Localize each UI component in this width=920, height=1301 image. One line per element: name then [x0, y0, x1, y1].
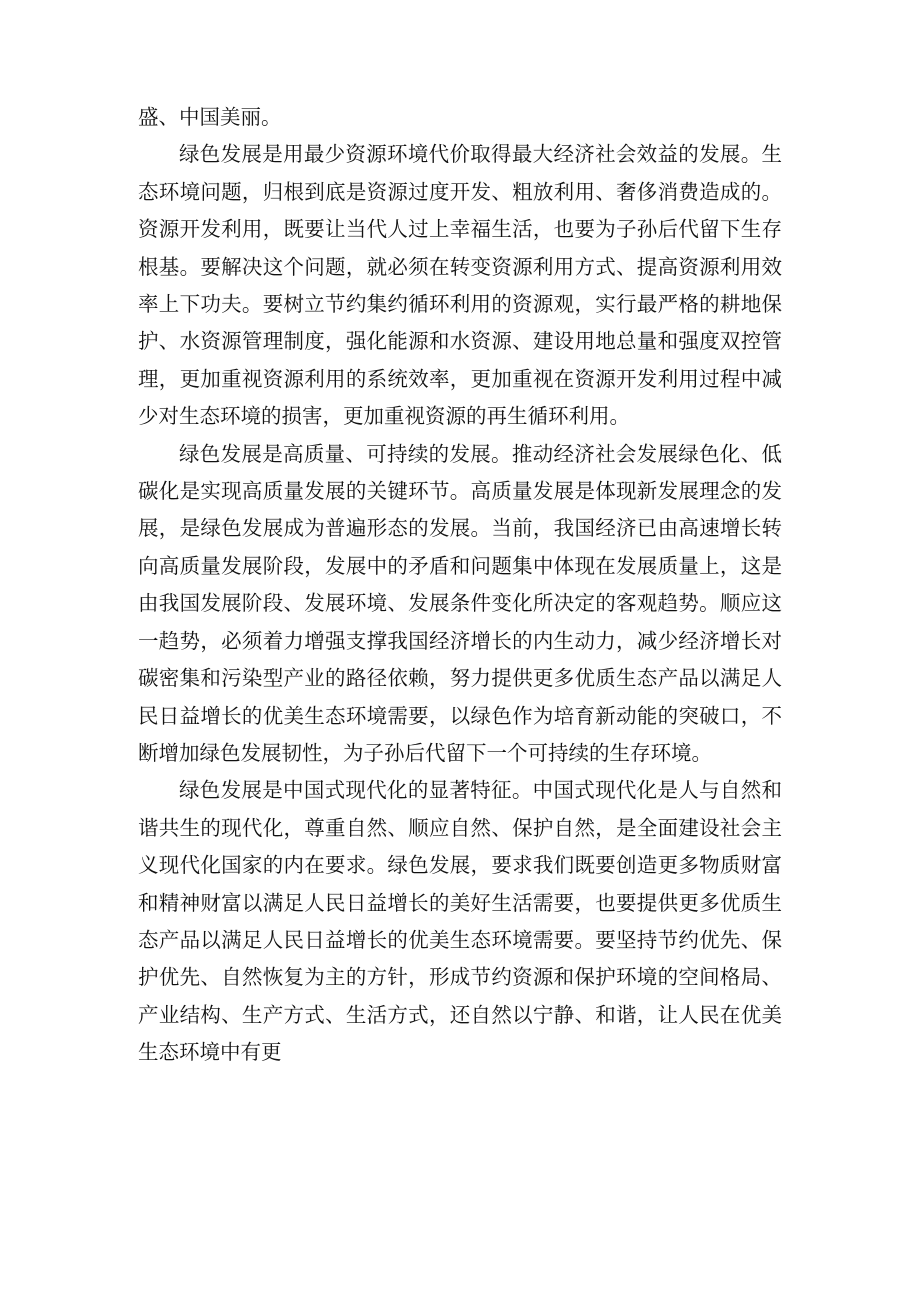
paragraph-continuation: 盛、中国美丽。: [138, 105, 282, 129]
paragraph-chinese-modernization: 绿色发展是中国式现代化的显著特征。中国式现代化是人与自然和谐共生的现代化，尊重自然、顺应自然、保护自然，是全面建设社会主义现代化国家的内在要求。绿色发展，要求我们既要创造更多物质财富和精神财富以满足人民日益增长的美好生活需要，也要提供更多优质生态产品以满足人民日益增长的优美生态环境需要。要坚持节约优先、保护优先、自然恢复为主的方针，形成节约资源和保护环境的空间格局、产业结构、生产方式、生活方式，还自然以宁静、和谐，让人民在优美生态环境中有更: [138, 778, 782, 1065]
paragraph-high-quality-development: 绿色发展是高质量、可持续的发展。推动经济社会发展绿色化、低碳化是实现高质量发展的关键环节。高质量发展是体现新发展理念的发展，是绿色发展成为普遍形态的发展。当前，我国经济已由高速增长转向高质量发展阶段，发展中的矛盾和问题集中体现在发展质量上，这是由我国发展阶段、发展环境、发展条件变化所决定的客观趋势。顺应这一趋势，必须着力增强支撑我国经济增长的内生动力，减少经济增长对碳密集和污染型产业的路径依赖，努力提供更多优质生态产品以满足人民日益增长的优美生态环境需要，以绿色作为培育新动能的突破口，不断增加绿色发展韧性，为子孙后代留下一个可持续的生存环境。: [138, 441, 782, 765]
document-body: [138, 99, 782, 1072]
paragraph-resource-efficiency: 绿色发展是用最少资源环境代价取得最大经济社会效益的发展。生态环境问题，归根到底是资源过度开发、粗放利用、奢侈消费造成的。资源开发利用，既要让当代人过上幸福生活，也要为子孙后代留下生存根基。要解决这个问题，就必须在转变资源利用方式、提高资源利用效率上下功夫。要树立节约集约循环利用的资源观，实行最严格的耕地保护、水资源管理制度，强化能源和水资源、建设用地总量和强度双控管理，更加重视资源利用的系统效率，更加重视在资源开发利用过程中减少对生态环境的损害，更加重视资源的再生循环利用。: [138, 142, 782, 429]
